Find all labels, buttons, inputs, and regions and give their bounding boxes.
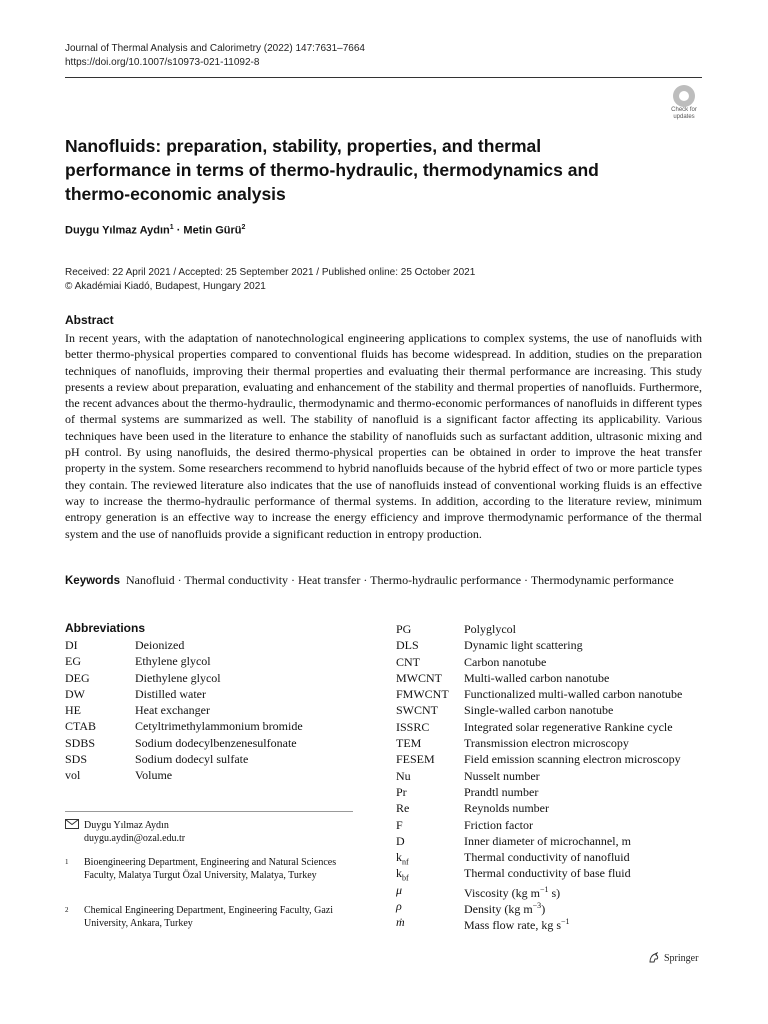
abbr-def: Single-walled carbon nanotube <box>464 703 614 718</box>
copyright-line: © Akadémiai Kiadó, Budapest, Hungary 2021 <box>65 281 266 292</box>
symbol-subscript: bf <box>402 873 409 883</box>
corresponding-author <box>84 819 185 845</box>
def-part: Mass flow rate, kg s <box>464 918 561 933</box>
abbr-def: Distilled water <box>135 686 206 701</box>
publisher-logo <box>648 952 698 964</box>
def-superscript: −1 <box>539 884 549 894</box>
abbr-def: Heat exchanger <box>135 703 210 718</box>
abbr-row <box>396 751 716 767</box>
abbr-def: Polyglycol <box>464 622 517 636</box>
def-part: Viscosity (kg m <box>464 885 540 900</box>
affiliation-number: 2 <box>65 906 69 914</box>
abbr-row <box>65 686 365 702</box>
abbr-def: Friction factor <box>464 817 533 832</box>
doi-link[interactable]: https://doi.org/10.1007/s10973-021-11092-8 <box>65 57 260 68</box>
abbr-row <box>65 670 365 686</box>
abbr-row <box>65 637 365 653</box>
abbr-row <box>65 653 365 669</box>
abbr-term: PG <box>396 622 412 636</box>
abbr-row <box>396 686 716 702</box>
abstract-heading: Abstract <box>65 313 114 327</box>
abbr-def: Multi-walled carbon nanotube <box>464 670 610 685</box>
abbr-row <box>396 637 716 653</box>
affiliation-marker: 1 <box>169 224 174 231</box>
check-updates-icon <box>673 85 695 107</box>
def-part: s) <box>548 885 561 900</box>
abbr-def: Transmission electron microscopy <box>464 736 629 751</box>
abbr-row <box>396 800 716 816</box>
abbr-term: EG <box>65 654 81 669</box>
abbr-def: Reynolds number <box>464 801 549 816</box>
def-part: ) <box>541 902 546 917</box>
abbr-row <box>396 719 716 735</box>
author-name[interactable]: Duygu Yılmaz Aydın <box>65 224 170 237</box>
symbol-subscript: nf <box>402 857 409 867</box>
abbr-term: ρ <box>396 899 402 914</box>
abbr-term: ISSRC <box>396 719 430 734</box>
abbr-row <box>396 882 716 898</box>
abbr-term: MWCNT <box>396 670 442 685</box>
abbr-term: FESEM <box>396 752 435 767</box>
dates-line: Received: 22 April 2021 / Accepted: 25 September 2021 / Published online: 25 October 2021 <box>65 267 476 278</box>
abbr-def: Inner diameter of microchannel, m <box>464 833 631 848</box>
def-superscript: −1 <box>560 917 570 927</box>
abbr-def: Thermal conductivity of base fluid <box>464 866 631 881</box>
abbr-row <box>396 817 716 833</box>
publication-history <box>65 266 475 294</box>
abbr-term: Pr <box>396 784 407 799</box>
journal-header <box>65 42 365 70</box>
abbr-def: Diethylene glycol <box>135 670 221 685</box>
abbr-term: SDS <box>65 752 88 767</box>
keywords <box>65 572 702 589</box>
abbr-def: Volume <box>135 768 173 783</box>
def-part: Density (kg m <box>464 902 533 917</box>
abbr-row <box>65 702 365 718</box>
abbr-term: μ <box>396 882 403 897</box>
abbr-row <box>396 914 716 933</box>
abbr-term: SWCNT <box>396 703 438 718</box>
abbr-term: CTAB <box>65 719 97 734</box>
abbr-term: CNT <box>396 654 420 669</box>
author-list <box>65 224 245 237</box>
abbr-row <box>396 621 716 637</box>
abbr-row <box>396 898 716 917</box>
abbr-def: Ethylene glycol <box>135 654 211 669</box>
affiliation-2: Chemical Engineering Department, Engineering Faculty, Gazi University, Ankara, Turkey <box>84 905 333 929</box>
abbr-def: Sodium dodecylbenzenesulfonate <box>135 735 297 750</box>
abbr-row <box>396 702 716 718</box>
abbr-term: vol <box>65 768 81 783</box>
header-rule <box>65 77 702 78</box>
abbr-term: Re <box>396 801 410 816</box>
abbr-term: DLS <box>396 638 419 653</box>
abbr-def: Nusselt number <box>464 768 540 783</box>
abbr-def: Thermal conductivity of nanofluid <box>464 850 630 865</box>
abbr-row <box>396 735 716 751</box>
article-title: Nanofluids: preparation, stability, properties, and thermal performance in terms of thermo-hydraulic, thermodynamics and thermo-economic analysis <box>65 136 599 204</box>
abbreviations-heading: Abbreviations <box>65 621 146 635</box>
abbr-def: Cetyltrimethylammonium bromide <box>135 719 303 734</box>
abbr-def: Sodium dodecyl sulfate <box>135 752 249 767</box>
affiliation-number: 1 <box>65 858 69 866</box>
abbr-term: F <box>396 817 403 832</box>
springer-horse-icon <box>648 952 660 964</box>
abbr-row <box>65 767 365 783</box>
badge-text-1: Check for <box>671 107 697 113</box>
abbr-row <box>65 718 365 734</box>
keywords-label: Keywords <box>65 575 120 587</box>
abbr-row <box>396 670 716 686</box>
abbr-term: DW <box>65 686 85 701</box>
abbr-row <box>396 654 716 670</box>
abbr-term: TEM <box>396 736 422 751</box>
contact-name: Duygu Yılmaz Aydın <box>84 820 169 831</box>
envelope-icon <box>65 819 79 829</box>
def-superscript: −3 <box>532 901 542 911</box>
abbr-def: Prandtl number <box>464 784 539 799</box>
abbr-term: SDBS <box>65 735 96 750</box>
abbr-row <box>65 735 365 751</box>
abbr-def: Integrated solar regenerative Rankine cycle <box>464 719 673 734</box>
journal-citation: Journal of Thermal Analysis and Calorimetry (2022) 147:7631–7664 <box>65 43 365 54</box>
abbr-term: FMWCNT <box>396 687 449 702</box>
abbr-row <box>396 784 716 800</box>
abbr-def: Deionized <box>135 638 185 652</box>
check-for-updates-badge[interactable] <box>667 85 701 123</box>
abbr-def: Dynamic light scattering <box>464 638 583 653</box>
symbol-base: k <box>396 866 402 881</box>
author-name[interactable]: Metin Gürü <box>183 224 242 237</box>
abbr-def: Functionalized multi-walled carbon nanotube <box>464 687 683 702</box>
affiliation-1: Bioengineering Department, Engineering and Natural Sciences Faculty, Malatya Turgut Özal University, Malatya, Turkey <box>84 857 337 881</box>
abbr-row <box>396 865 716 881</box>
contact-email[interactable]: duygu.aydin@ozal.edu.tr <box>84 833 186 844</box>
abbr-row <box>396 833 716 849</box>
abbr-term: HE <box>65 703 81 718</box>
abbreviations-left-column <box>65 637 365 784</box>
abstract-text: In recent years, with the adaptation of nanotechnological engineering applications to complex systems, the use of nanofluids with better thermo-physical properties compared to conventional fluids has become widespread. In addition, studies on the preparation techniques of nanofluids, improving their thermal properties and evaluating their thermal performance are increasing. This study presents a review about preparation, evaluating and enhancement of the stability and thermal properties of nanofluids. Furthermore, the recent advances about the thermo-hydraulic, thermodynamic and thermo-economic performances of nanofluids in different types of thermal systems are summarized as well. The stability of nanofluid is a significant factor affecting its applicability. Various techniques have been used in the literature to enhance the stability of nanofluids such as surfactant addition, ultrasonic mixing and pH control. By using nanofluids, the desired thermo-physical properties can be obtained in order to improve the heat transfer property in the system. Some researchers recommend to hybrid nanofluids because of the hybrid effect of two or more particle types they contain. The reviewed literature also indicates that the use of nanofluids instead of conventional working fluids is an effective way to increase the thermo-hydraulic performance of thermal systems. In addition, according to the literature review, minimum entropy generation is an effective way to increase the energy efficiency and improve thermodynamic performance of the thermal system and the use of nanofluids provide a significant reduction in entropy production. <box>65 331 702 541</box>
affiliation-marker: 2 <box>241 224 246 231</box>
abbr-term: Nu <box>396 768 411 783</box>
abbr-def: Field emission scanning electron microscopy <box>464 752 681 767</box>
keywords-text: Nanofluid · Thermal conductivity · Heat transfer · Thermo-hydraulic performance · Thermodynamic performance <box>125 573 674 587</box>
abbr-term: DI <box>65 638 78 652</box>
abbr-def: Carbon nanotube <box>464 654 547 669</box>
symbol-base: k <box>396 850 402 865</box>
abbr-term: ṁ <box>396 915 405 930</box>
author-separator: · <box>173 224 184 237</box>
abbr-row <box>65 751 365 767</box>
publisher-name: Springer <box>664 952 699 964</box>
abbreviations-right-column <box>396 621 716 931</box>
footnote-rule <box>65 811 353 812</box>
badge-text-2: updates <box>673 114 695 120</box>
abbr-term: D <box>396 833 405 848</box>
abbr-row <box>396 849 716 865</box>
abbr-row <box>396 768 716 784</box>
abbr-term: DEG <box>65 670 90 685</box>
abbr-def <box>464 914 570 933</box>
